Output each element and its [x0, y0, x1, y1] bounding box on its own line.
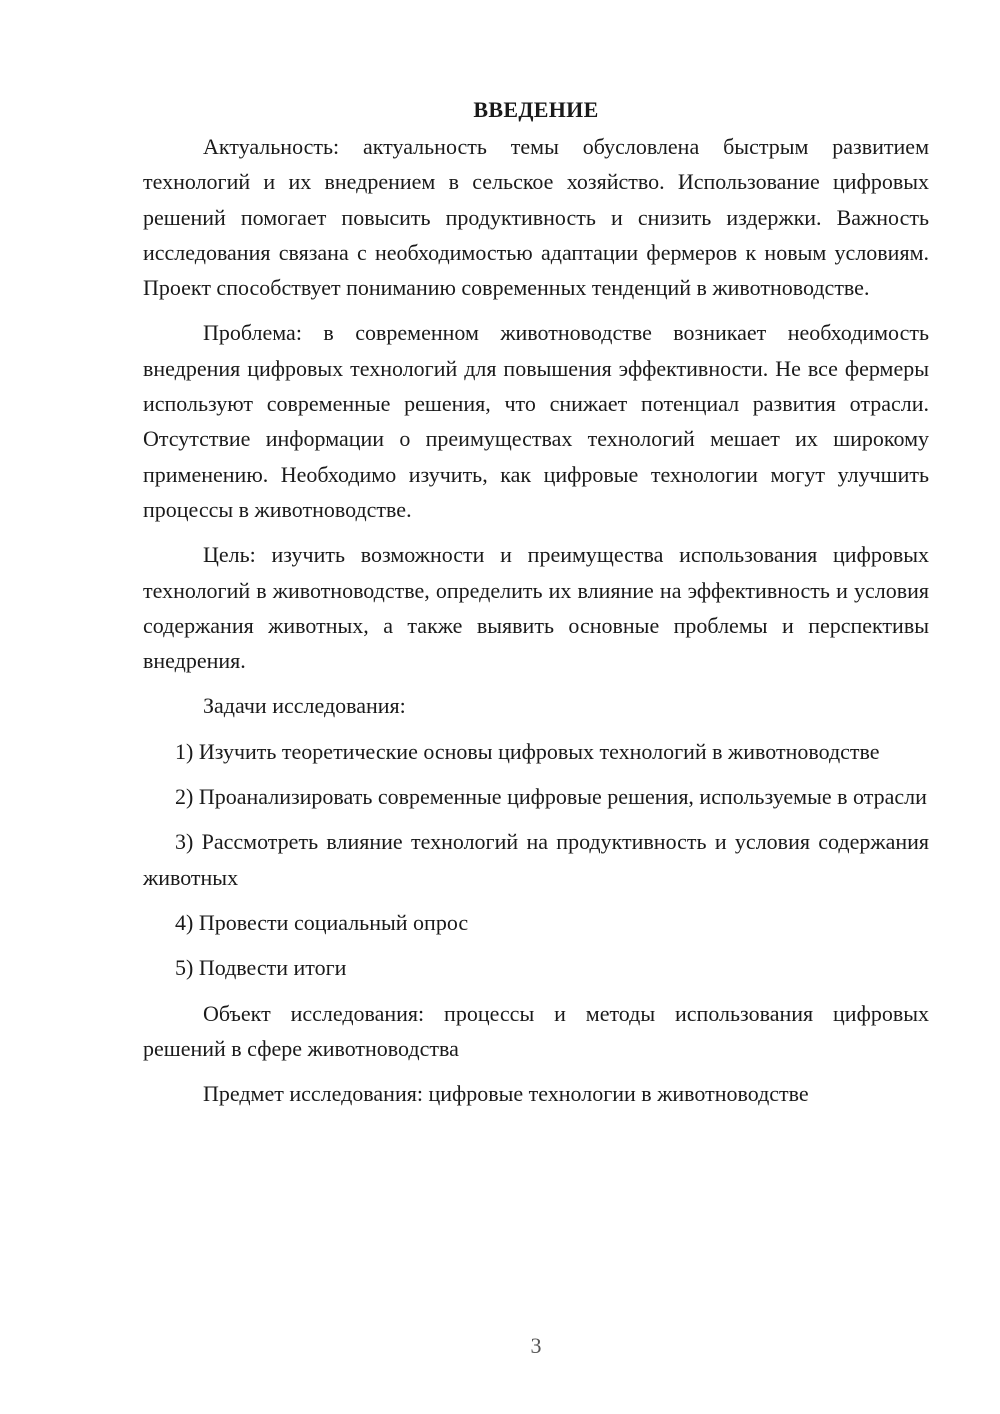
page-title: ВВЕДЕНИЕ — [473, 97, 599, 122]
relevance-paragraph: Актуальность: актуальность темы обусловлена быстрым развитием технологий и их внедрением в сельское хозяйство. Использование цифровых решений помогает повысить продуктивность и снизить издержки. Важность исследования связана с необходимостью адаптации фермеров к новым условиям. Проект способствует пониманию современных тенденций в животноводстве. — [143, 134, 929, 301]
tasks-heading: Задачи исследования: — [203, 693, 406, 719]
task-item-1: 1) Изучить теоретические основы цифровых технологий в животноводстве — [175, 738, 880, 764]
goal-paragraph: Цель: изучить возможности и преимущества использования цифровых технологий в животноводстве, определить их влияние на эффективность и условия содержания животных, а также выявить основные проблемы и перспективы внедрения. — [143, 542, 929, 674]
problem-paragraph: Проблема: в современном животноводстве возникает необходимость внедрения цифровых технологий для повышения эффективности. Не все фермеры используют современные решения, что снижает потенциал развития отрасли. Отсутствие информации о преимуществах технологий мешает их широкому применению. Необходимо изучить, как цифровые технологии могут улучшить процессы в животноводстве. — [143, 320, 929, 522]
subject-paragraph: Предмет исследования: цифровые технологии в животноводстве — [203, 1081, 809, 1107]
page-number: 3 — [530, 1333, 542, 1358]
task-item-3: 3) Рассмотреть влияние технологий на продуктивность и условия содержания животных — [143, 829, 929, 890]
task-item-5: 5) Подвести итоги — [175, 955, 347, 981]
task-item-4: 4) Провести социальный опрос — [175, 909, 469, 935]
task-item-2: 2) Проанализировать современные цифровые решения, используемые в отрасли — [175, 784, 927, 810]
object-paragraph: Объект исследования: процессы и методы использования цифровых решений в сфере животноводства — [143, 1000, 929, 1061]
page-content — [143, 92, 929, 1121]
